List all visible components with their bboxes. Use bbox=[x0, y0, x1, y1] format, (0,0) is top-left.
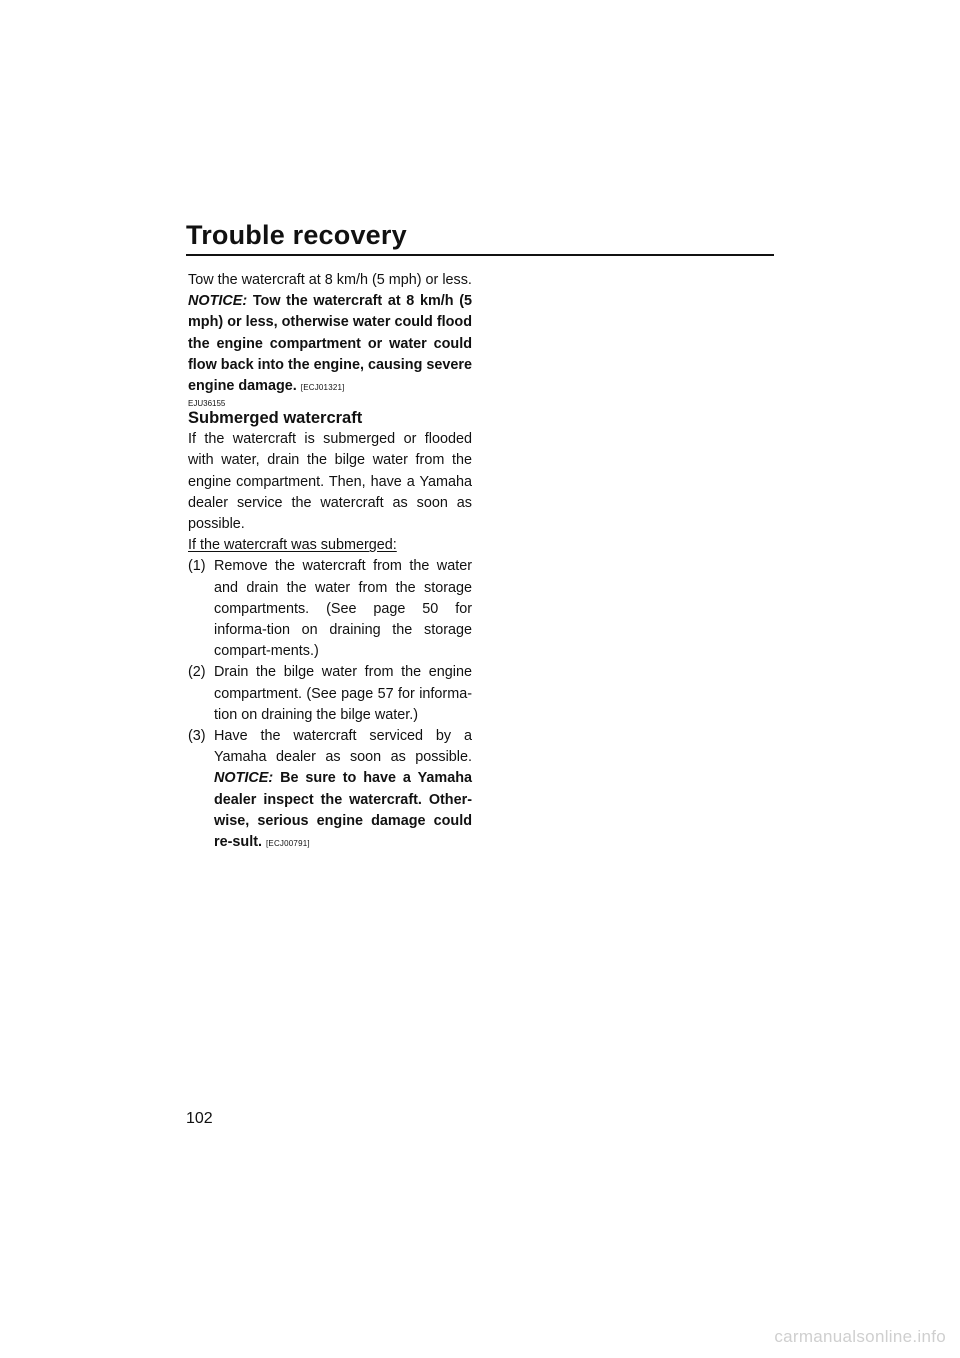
watermark: carmanualsonline.info bbox=[774, 1327, 946, 1346]
list-item-number: (2) bbox=[188, 664, 206, 681]
intro-notice bbox=[188, 291, 472, 398]
section-code: EJU36155 bbox=[188, 399, 226, 409]
notice-text: Be sure to have a Yamaha dealer inspect the watercraft. Other-wise, serious engine damage could re-sult. bbox=[214, 770, 472, 851]
header-rule bbox=[186, 254, 774, 256]
page-number: 102 bbox=[186, 1110, 213, 1127]
notice-label: NOTICE: bbox=[214, 770, 274, 787]
list-item-text: Have the watercraft serviced by a Yamaha dealer as soon as possible. bbox=[214, 728, 472, 766]
notice-code: [ECJ00791] bbox=[265, 839, 310, 849]
main-column bbox=[188, 270, 472, 854]
list-item-number: (3) bbox=[188, 728, 206, 745]
notice-text: Tow the watercraft at 8 km/h (5 mph) or less, otherwise water could flood the engine compartment or water could flow back into the engine, causing severe engine damage. bbox=[188, 293, 472, 395]
list-item bbox=[188, 556, 472, 662]
notice-label: NOTICE: bbox=[188, 293, 248, 310]
section-title: Submerged watercraft bbox=[188, 409, 363, 428]
list-item-text: Remove the watercraft from the water and drain the water from the storage compartments. (See page 50 for informa-tion on draining the storage compart-ments.) bbox=[214, 558, 472, 660]
list-item bbox=[188, 726, 472, 854]
intro-text: Tow the watercraft at 8 km/h (5 mph) or less. bbox=[188, 272, 472, 288]
list-item bbox=[188, 662, 472, 726]
section-body: If the watercraft is submerged or flooded with water, drain the bilge water from the engine compartment. Then, have a Yamaha dealer service the watercraft as soon as possible. bbox=[188, 431, 472, 533]
page-title: Trouble recovery bbox=[186, 220, 407, 250]
list-item-number: (1) bbox=[188, 558, 206, 575]
section-subheading: If the watercraft was submerged: bbox=[188, 537, 397, 554]
notice-code: [ECJ01321] bbox=[300, 383, 345, 393]
list-item-text: Drain the bilge water from the engine compartment. (See page 57 for informa-tion on draining the bilge water.) bbox=[214, 664, 472, 723]
